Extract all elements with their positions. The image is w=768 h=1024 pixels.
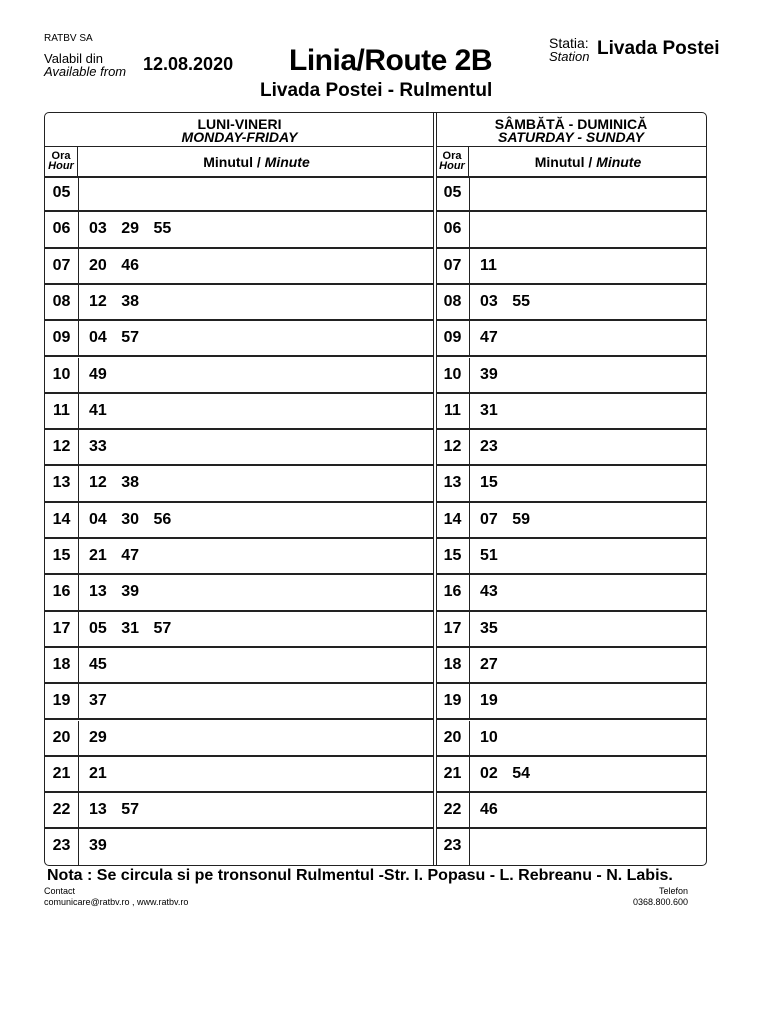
route-direction: Livada Postei - Rulmentul xyxy=(260,80,493,101)
hour-cell: 17 xyxy=(45,612,79,646)
minutes-cell: 12 38 xyxy=(89,292,140,310)
table-row xyxy=(45,721,434,757)
contact-info xyxy=(44,886,188,908)
hour-cell: 14 xyxy=(45,503,79,537)
minutes-cell: 21 xyxy=(89,764,107,782)
hour-label: Ora xyxy=(51,150,71,162)
hour-cell: 06 xyxy=(45,212,79,246)
table-row xyxy=(436,321,706,357)
hour-cell: 19 xyxy=(436,684,470,718)
station-label-ro: Statia: xyxy=(549,35,589,51)
valid-label-ro: Valabil din xyxy=(44,51,104,66)
minute-label-en: Minute xyxy=(596,154,642,170)
weekend-rows xyxy=(436,176,706,865)
minutes-cell: 46 xyxy=(480,801,498,819)
minutes-cell: 43 xyxy=(480,583,498,601)
weekday-schedule xyxy=(45,113,434,865)
table-row xyxy=(45,648,434,684)
hour-cell: 16 xyxy=(45,575,79,609)
hour-cell: 21 xyxy=(436,757,470,791)
table-row xyxy=(436,249,706,285)
table-row xyxy=(436,539,706,575)
minutes-cell: 11 xyxy=(480,256,497,274)
table-row xyxy=(436,612,706,648)
hour-cell: 12 xyxy=(436,430,470,464)
station-name: Livada Postei xyxy=(597,38,720,59)
table-row xyxy=(436,176,706,212)
hour-cell: 15 xyxy=(45,539,79,573)
hour-cell: 17 xyxy=(436,612,470,646)
table-row xyxy=(45,503,434,539)
table-row xyxy=(45,394,434,430)
hour-column-header xyxy=(45,147,78,176)
route-note: Nota : Se circula si pe tronsonul Rulmentul -Str. I. Popasu - L. Rebreanu - N. Labis. xyxy=(47,867,673,884)
table-row xyxy=(436,430,706,466)
hour-cell: 09 xyxy=(436,321,470,355)
hour-cell: 07 xyxy=(436,249,470,283)
minutes-cell: 05 31 57 xyxy=(89,619,172,637)
table-row xyxy=(436,285,706,321)
minutes-cell: 23 xyxy=(480,438,498,456)
minutes-cell: 10 xyxy=(480,728,498,746)
valid-label-en: Available from xyxy=(44,64,127,79)
minutes-cell: 13 57 xyxy=(89,801,140,819)
contact-label: Contact xyxy=(44,886,76,896)
hour-cell: 20 xyxy=(436,721,470,755)
minutes-cell: 45 xyxy=(89,655,107,673)
hour-cell: 10 xyxy=(45,358,79,392)
phone-label: Telefon xyxy=(658,886,688,896)
hour-cell: 05 xyxy=(436,176,470,210)
table-row xyxy=(45,321,434,357)
minutes-cell: 41 xyxy=(89,401,107,419)
hour-cell: 05 xyxy=(45,176,79,210)
table-row xyxy=(45,612,434,648)
table-row xyxy=(45,575,434,611)
hour-cell: 23 xyxy=(45,829,79,865)
table-row xyxy=(436,829,706,865)
minute-label: Minutul / xyxy=(534,154,593,170)
hour-cell: 08 xyxy=(436,285,470,319)
hour-cell: 07 xyxy=(45,249,79,283)
weekend-header xyxy=(436,113,706,147)
hour-cell: 22 xyxy=(45,793,79,827)
hour-cell: 19 xyxy=(45,684,79,718)
hour-cell: 13 xyxy=(436,466,470,500)
hour-cell: 15 xyxy=(436,539,470,573)
minute-column-header xyxy=(79,154,434,170)
table-row xyxy=(45,285,434,321)
minutes-cell: 31 xyxy=(480,401,498,419)
weekday-header xyxy=(45,113,434,147)
weekend-title: SÂMBĂTĂ - DUMINICĂ xyxy=(494,116,648,132)
table-row xyxy=(45,176,434,212)
weekday-rows xyxy=(45,176,434,865)
minute-column-header xyxy=(470,154,706,170)
hour-cell: 11 xyxy=(45,394,79,428)
station-label-en: Station xyxy=(549,49,590,64)
minutes-cell: 03 55 xyxy=(480,292,531,310)
table-row xyxy=(45,466,434,502)
table-row xyxy=(45,539,434,575)
table-row xyxy=(45,757,434,793)
table-row xyxy=(45,212,434,248)
table-row xyxy=(436,721,706,757)
table-row xyxy=(45,430,434,466)
hour-cell: 20 xyxy=(45,721,79,755)
hour-cell: 12 xyxy=(45,430,79,464)
minutes-cell: 21 47 xyxy=(89,547,140,564)
table-row xyxy=(436,503,706,539)
table-row xyxy=(45,358,434,394)
contact-value: comunicare@ratbv.ro , www.ratbv.ro xyxy=(44,897,189,907)
hour-cell: 11 xyxy=(436,394,470,428)
minutes-cell: 04 30 56 xyxy=(89,510,172,528)
minutes-cell: 33 xyxy=(89,438,107,456)
table-row xyxy=(436,648,706,684)
table-row xyxy=(436,684,706,720)
minutes-cell: 02 54 xyxy=(480,764,531,782)
timetable xyxy=(44,112,707,866)
phone-value: 0368.800.600 xyxy=(632,897,688,907)
hour-cell: 18 xyxy=(436,648,470,682)
minutes-cell: 04 57 xyxy=(89,329,140,347)
hour-cell: 18 xyxy=(45,648,79,682)
hour-column-header xyxy=(436,147,469,176)
hour-cell: 14 xyxy=(436,503,470,537)
table-row xyxy=(436,793,706,829)
valid-from-label xyxy=(44,52,126,78)
minute-label-en: Minute xyxy=(264,154,310,170)
hour-cell: 10 xyxy=(436,358,470,392)
table-row xyxy=(45,249,434,285)
minutes-cell: 20 46 xyxy=(89,256,140,274)
valid-date: 12.08.2020 xyxy=(143,54,234,74)
minutes-cell: 15 xyxy=(480,474,498,492)
minutes-cell: 19 xyxy=(480,692,498,710)
minutes-cell: 13 39 xyxy=(89,583,140,601)
hour-cell: 23 xyxy=(436,829,470,865)
minutes-cell: 03 29 55 xyxy=(89,220,172,238)
table-row xyxy=(436,212,706,248)
weekend-schedule xyxy=(436,113,706,865)
route-title: Linia/Route 2B xyxy=(289,44,493,77)
hour-cell: 06 xyxy=(436,212,470,246)
hour-cell: 21 xyxy=(45,757,79,791)
hour-label: Ora xyxy=(442,150,462,162)
station-label xyxy=(549,37,589,63)
table-row xyxy=(436,358,706,394)
table-row xyxy=(45,684,434,720)
weekday-subheader xyxy=(45,147,434,178)
weekend-subheader xyxy=(436,147,706,178)
minutes-cell: 49 xyxy=(89,365,107,383)
table-row xyxy=(436,394,706,430)
weekday-title-en: MONDAY-FRIDAY xyxy=(181,129,298,145)
weekend-title-en: SATURDAY - SUNDAY xyxy=(498,129,644,145)
minutes-cell: 39 xyxy=(480,365,498,383)
minutes-cell: 35 xyxy=(480,619,498,637)
phone-info xyxy=(625,886,688,908)
table-row xyxy=(436,575,706,611)
minutes-cell: 07 59 xyxy=(480,510,531,528)
weekday-title: LUNI-VINERI xyxy=(197,116,282,132)
hour-cell: 22 xyxy=(436,793,470,827)
hour-cell: 09 xyxy=(45,321,79,355)
hour-cell: 08 xyxy=(45,285,79,319)
minutes-cell: 47 xyxy=(480,329,498,347)
table-row xyxy=(436,466,706,502)
company-name: RATBV SA xyxy=(44,33,93,44)
hour-label-en: Hour xyxy=(48,160,74,172)
table-row xyxy=(45,793,434,829)
minutes-cell: 29 xyxy=(89,728,107,746)
minutes-cell: 27 xyxy=(480,655,498,673)
hour-label-en: Hour xyxy=(439,160,465,172)
minutes-cell: 51 xyxy=(480,547,498,564)
minutes-cell: 37 xyxy=(89,692,107,710)
hour-cell: 16 xyxy=(436,575,470,609)
minutes-cell: 12 38 xyxy=(89,474,140,492)
hour-cell: 13 xyxy=(45,466,79,500)
table-row xyxy=(436,757,706,793)
table-row xyxy=(45,829,434,865)
minute-label: Minutul / xyxy=(203,154,261,170)
minutes-cell: 39 xyxy=(89,837,107,855)
